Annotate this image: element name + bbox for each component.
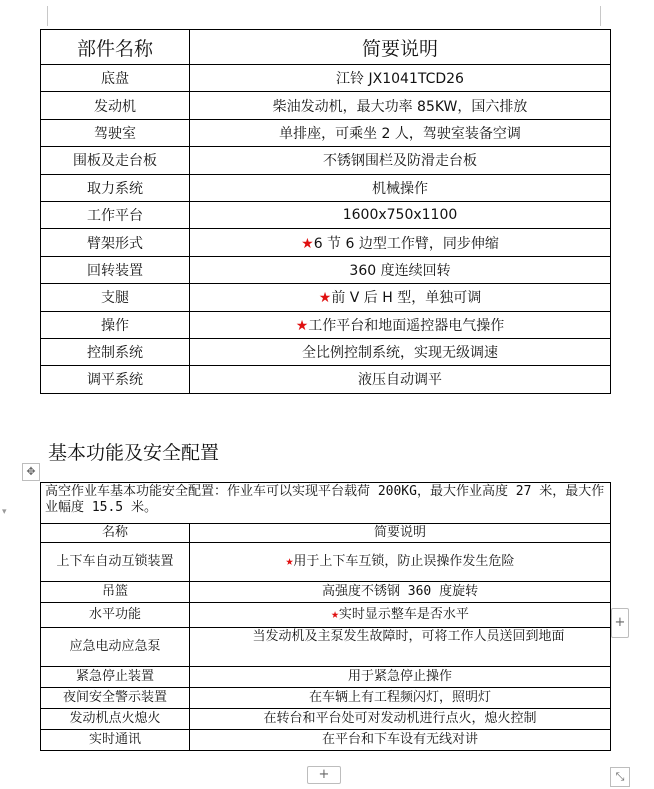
table-move-icon[interactable]: ✥	[22, 463, 40, 481]
table-resize-icon[interactable]: ⤡	[610, 767, 630, 787]
safety-row-desc	[190, 603, 611, 628]
safety-row	[41, 582, 611, 603]
specs-table	[40, 29, 611, 394]
specs-row-name: 工作平台	[41, 201, 190, 228]
specs-row-desc	[190, 65, 611, 92]
safety-row-name: 实时通讯	[41, 730, 190, 751]
safety-row-desc-text: 高强度不锈钢 360 度旋转	[321, 584, 479, 599]
page-corner-mark-right	[600, 6, 601, 26]
safety-intro-row	[41, 483, 611, 524]
safety-row-desc	[190, 628, 611, 667]
specs-row	[41, 366, 611, 393]
specs-row-name: 发动机	[41, 92, 190, 119]
page-corner-mark-left	[47, 6, 48, 26]
specs-row	[41, 338, 611, 365]
specs-row	[41, 119, 611, 146]
specs-row-desc	[190, 92, 611, 119]
safety-row	[41, 628, 611, 667]
star-icon: ★	[285, 554, 294, 569]
specs-header-name: 部件名称	[41, 30, 190, 65]
specs-row-desc-text: 柴油发动机，最大功率 85KW，国六排放	[272, 98, 528, 115]
specs-row-name: 底盘	[41, 65, 190, 92]
specs-row	[41, 311, 611, 338]
safety-row-desc	[190, 730, 611, 751]
safety-row-desc-text: 在转台和平台处可对发动机进行点火，熄火控制	[263, 711, 537, 726]
specs-row-desc	[190, 147, 611, 174]
specs-row-desc	[190, 366, 611, 393]
star-icon: ★	[301, 235, 314, 252]
safety-row-desc-text: 用于紧急停止操作	[348, 669, 453, 684]
specs-row-desc-text: 单排座，可乘坐 2 人，驾驶室装备空调	[279, 125, 521, 142]
specs-header-desc: 简要说明	[190, 30, 611, 65]
specs-row-desc-text: 江铃 JX1041TCD26	[336, 71, 464, 88]
specs-row-desc-text: 6 节 6 边型工作臂，同步伸缩	[313, 235, 499, 252]
safety-row-name: 上下车自动互锁装置	[41, 543, 190, 582]
specs-row-name: 控制系统	[41, 338, 190, 365]
specs-row-desc-text: 不锈钢围栏及防滑走台板	[323, 153, 477, 170]
specs-row-name: 臂架形式	[41, 229, 190, 256]
specs-row-name: 支腿	[41, 284, 190, 311]
safety-header-desc: 简要说明	[190, 524, 611, 543]
specs-row-desc	[190, 338, 611, 365]
safety-row-name: 应急电动应急泵	[41, 628, 190, 667]
safety-row	[41, 709, 611, 730]
add-column-button[interactable]: +	[611, 608, 629, 638]
safety-row-name: 吊篮	[41, 582, 190, 603]
safety-row-name: 水平功能	[41, 603, 190, 628]
safety-row	[41, 688, 611, 709]
specs-row-desc-text: 工作平台和地面遥控器电气操作	[308, 317, 505, 334]
safety-row-name: 夜间安全警示装置	[41, 688, 190, 709]
specs-row-name: 操作	[41, 311, 190, 338]
star-icon: ★	[295, 317, 309, 334]
specs-row-name: 调平系统	[41, 366, 190, 393]
specs-row-name: 取力系统	[41, 174, 190, 201]
safety-row-desc	[190, 582, 611, 603]
safety-row-name: 发动机点火熄火	[41, 709, 190, 730]
specs-row-desc	[190, 284, 611, 311]
specs-row	[41, 229, 611, 256]
specs-row-desc-text: 机械操作	[372, 180, 428, 197]
specs-row-desc	[190, 201, 611, 228]
star-icon: ★	[331, 607, 339, 622]
specs-row	[41, 92, 611, 119]
safety-row-desc	[190, 709, 611, 730]
safety-row-desc	[190, 667, 611, 688]
safety-row-desc-text: 实时显示整车是否水平	[338, 607, 469, 622]
safety-row-name: 紧急停止装置	[41, 667, 190, 688]
safety-row-desc-text: 在车辆上有工程频闪灯，照明灯	[309, 690, 492, 705]
specs-row	[41, 174, 611, 201]
safety-row	[41, 543, 611, 582]
safety-row	[41, 603, 611, 628]
safety-row-desc-text: 当发动机及主泵发生故障时，可将工作人员送回到地面	[252, 629, 565, 644]
safety-header-name: 名称	[41, 524, 190, 543]
safety-row	[41, 730, 611, 751]
specs-row-name: 回转装置	[41, 256, 190, 283]
safety-row-desc	[190, 543, 611, 582]
specs-row-desc	[190, 229, 611, 256]
specs-row-desc-text: 全比例控制系统，实现无级调速	[302, 345, 498, 362]
safety-row-desc-text: 在平台和下车设有无线对讲	[322, 732, 479, 747]
safety-header-row	[41, 524, 611, 543]
specs-row-desc-text: 360 度连续回转	[349, 262, 451, 279]
safety-intro-text: 高空作业车基本功能安全配置：作业车可以实现平台载荷 200KG，最大作业高度 27 米，最大作业幅度 15.5 米。	[41, 483, 611, 524]
margin-marker-icon: ▾	[2, 507, 7, 517]
add-row-button[interactable]: +	[307, 766, 341, 784]
safety-row-desc-text: 用于上下车互锁，防止误操作发生危险	[293, 554, 515, 569]
specs-row	[41, 256, 611, 283]
specs-row-desc-text: 1600x750x1100	[342, 207, 458, 224]
specs-row	[41, 65, 611, 92]
specs-row	[41, 201, 611, 228]
specs-row	[41, 284, 611, 311]
section-heading: 基本功能及安全配置	[48, 442, 220, 464]
specs-row-name: 驾驶室	[41, 119, 190, 146]
specs-row-desc	[190, 174, 611, 201]
specs-row-name: 围板及走台板	[41, 147, 190, 174]
safety-table	[40, 482, 611, 751]
star-icon: ★	[318, 290, 332, 307]
specs-header-row	[41, 30, 611, 65]
specs-row-desc	[190, 311, 611, 338]
specs-row-desc-text: 前 V 后 H 型，单独可调	[331, 290, 482, 307]
specs-row	[41, 147, 611, 174]
safety-row	[41, 667, 611, 688]
specs-row-desc	[190, 119, 611, 146]
specs-row-desc	[190, 256, 611, 283]
safety-row-desc	[190, 688, 611, 709]
specs-row-desc-text: 液压自动调平	[358, 372, 442, 389]
